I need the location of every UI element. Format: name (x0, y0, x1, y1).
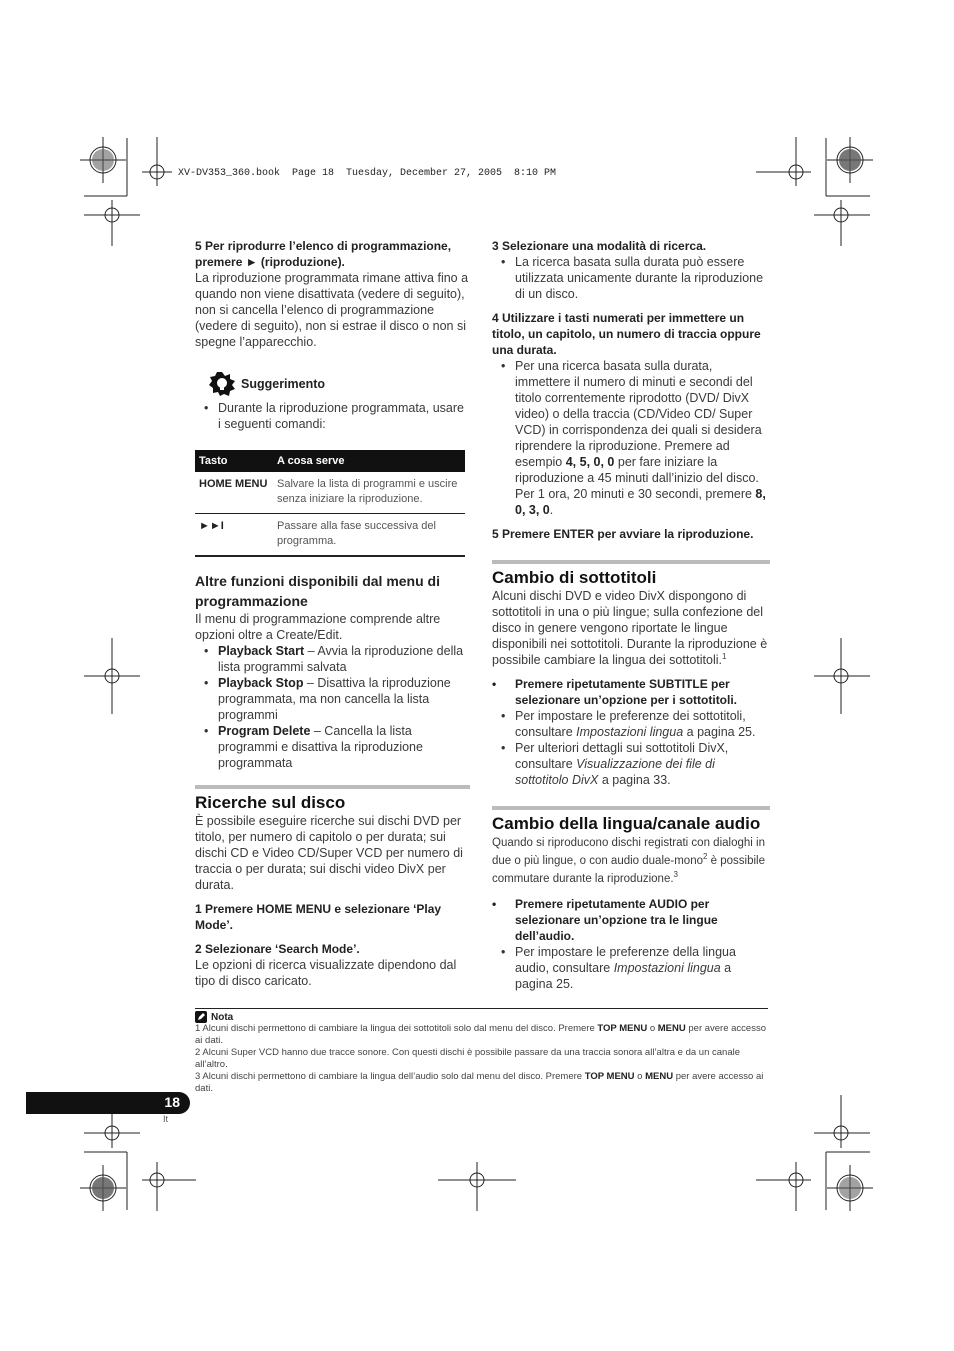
subtitle-body (492, 588, 770, 668)
list-item (195, 643, 470, 675)
list-item: • La ricerca basata sulla durata può essere utilizzata unicamente durante la riproduzione di un disco. (492, 254, 770, 302)
audio-list (492, 944, 770, 992)
other-functions-title: Altre funzioni disponibili dal menu di programmazione (195, 573, 440, 609)
page-number: 18 (164, 1094, 180, 1110)
key-label: MENU (657, 1023, 686, 1034)
text-run: . (549, 503, 554, 517)
cross-reference: Impostazioni lingua (576, 725, 684, 739)
text-run: per avere accesso ai dati. (195, 1071, 764, 1094)
footnote-ref: 2 (703, 852, 708, 862)
text-run: per fare iniziare la riproduzione a 45 minuti dall’inizio del disco. Per 1 ora, 20 minuti e 30 secondi, premere (515, 455, 759, 501)
search-step-2-body: Le opzioni di ricerca visualizzate dipendono dal tipo di disco caricato. (195, 958, 457, 988)
text-run: Per una ricerca basata sulla durata, immettere il numero di minuti e secondi del titolo correntemente riprodotto (DVD/ DivX video) o della traccia (CD/Video CD/ Super VCD) in corrispondenza dei quali si desidera riprendere la riproduzione. Premere ad esempio (515, 359, 762, 469)
subtitle-section-title: Cambio di sottotitoli (492, 560, 770, 588)
cross-reference: Visualizzazione dei file di sottotitolo DivX (515, 757, 715, 787)
text-run: 3 Alcuni dischi permettono di cambiare la lingua dell’audio solo dal menu del disco. Premere (195, 1071, 585, 1082)
list-item (492, 358, 770, 518)
text-run: Premere ripetutamente SUBTITLE per selezionare un’opzione per i sottotitoli. (515, 677, 738, 707)
text-run: Premere ripetutamente AUDIO per selezionare un’opzione tra le lingue dell’audio. (515, 897, 718, 943)
step-4-list (492, 358, 770, 518)
list-item-term: Playback Stop (218, 676, 304, 690)
list-item (195, 675, 470, 723)
text-run: a pagina 25. (515, 961, 732, 991)
notes-title: Nota (211, 1011, 234, 1023)
search-section-title: Ricerche sul disco (195, 785, 470, 813)
tip-bullet: • Durante la riproduzione programmata, usare i seguenti comandi: (195, 400, 470, 432)
list-item (195, 723, 470, 771)
other-functions-list (195, 643, 470, 771)
search-step-2: 2 Selezionare ‘Search Mode’. (195, 942, 360, 956)
text-run: Per impostare le preferenze della lingua audio, consultare (515, 945, 736, 975)
text-run: a pagina 25. (683, 725, 756, 739)
subtitle-step: • Premere ripetutamente SUBTITLE per selezionare un’opzione per i sottotitoli. (492, 677, 738, 707)
text-run: 1 Alcuni dischi permettono di cambiare la lingua dei sottotitoli solo dal menu del disco. Premere (195, 1023, 598, 1034)
footnote-ref: 1 (722, 651, 727, 661)
notes-header (195, 1011, 768, 1023)
text-run: Alcuni dischi DVD e video DivX dispongono di sottotitoli in una o più lingue; sulla confezione del disco in genere vengono riportate le lingue disponibili nei sottotitoli. Durante la riproduzione è possibile cambiare la lingua dei sottotitoli. (492, 589, 768, 667)
table-row (195, 514, 465, 557)
audio-step: • Premere ripetutamente AUDIO per selezionare un’opzione tra le lingue dell’audio. (492, 897, 718, 943)
list-item-term: Playback Start (218, 644, 305, 658)
footnote-ref: 3 (673, 870, 678, 880)
print-header: XV-DV353_360.book Page 18 Tuesday, December 27, 2005 8:10 PM (178, 168, 557, 179)
search-body: È possibile eseguire ricerche sui dischi DVD per titolo, per numero di capitolo o per durata; sui dischi CD e Video CD/Super VCD per numero di traccia o per durata; sui dischi video DivX per durata. (195, 814, 463, 892)
cross-reference: Impostazioni lingua (613, 961, 721, 975)
footnote-3 (195, 1071, 768, 1095)
tip-title: Suggerimento (241, 377, 326, 391)
footnote-1 (195, 1023, 768, 1047)
key-label: TOP MENU (597, 1023, 648, 1034)
table-header-key: Tasto (195, 450, 273, 472)
text-run: è possibile commutare durante la riproduzione. (492, 855, 765, 885)
key-label: TOP MENU (584, 1071, 635, 1082)
left-column (195, 238, 470, 989)
step-4-title: 4 Utilizzare i tasti numerati per immettere un titolo, un capitolo, un numero di traccia oppure una durata. (492, 311, 761, 357)
next-key-icon: ►►I (195, 514, 273, 557)
commands-table (195, 450, 465, 557)
text-run: o (647, 1023, 658, 1034)
list-item-desc: – Avvia la riproduzione della lista programmi salvata (218, 644, 464, 674)
text-run: o (634, 1071, 646, 1082)
step-5-title: 5 Per riprodurre l’elenco di programmazione, premere ► (riproduzione). (195, 239, 452, 269)
subtitle-list (492, 708, 770, 788)
step-3-title: 3 Selezionare una modalità di ricerca. (492, 239, 707, 253)
table-cell-value: Salvare la lista di programmi e uscire senza iniziare la riproduzione. (273, 472, 465, 514)
pencil-note-icon (195, 1011, 207, 1023)
text-run: Quando si riproducono dischi registrati con dialoghi in due o più lingue, o con audio duale-mono (492, 837, 765, 867)
page-number-badge (26, 1092, 190, 1114)
step-5-body: La riproduzione programmata rimane attiva fino a quando non viene disattivata (vedere di seguito), non si cancella l’elenco di programmazione (vedere di seguito), non si estrae il disco o non si spegne l’apparecchio. (195, 271, 469, 349)
text-run: Per impostare le preferenze dei sottotitoli, consultare (515, 709, 746, 739)
footnote-2: 2 Alcuni Super VCD hanno due tracce sonore. Con questi dischi è possibile passare da una traccia sonora all’altra e da un canale all’altro. (195, 1047, 740, 1070)
tip-header (209, 372, 470, 396)
list-item-desc: – Cancella la lista programmi e disattiva la riproduzione programmata (218, 724, 423, 770)
key-label: MENU (645, 1071, 674, 1082)
table-cell-key: HOME MENU (195, 472, 273, 514)
language-code: It (163, 1114, 169, 1124)
text-run: Per ulteriori dettagli sui sottotitoli DivX, consultare (515, 741, 729, 771)
list-item (492, 944, 770, 992)
list-item-term: Program Delete (218, 724, 311, 738)
list-item (492, 740, 770, 788)
tip-list (195, 400, 470, 432)
notes-section (195, 1008, 768, 1095)
step-3-list (492, 254, 770, 302)
lightbulb-icon (209, 372, 235, 396)
step-5-title: 5 Premere ENTER per avviare la riproduzione. (492, 527, 754, 541)
right-column (492, 238, 770, 992)
key-sequence: 4, 5, 0, 0 (565, 455, 615, 469)
registration-target-icon (90, 147, 116, 173)
text-run: per avere accesso ai dati. (195, 1023, 766, 1046)
table-cell-value: Passare alla fase successiva del programma. (273, 514, 465, 557)
audio-section-title: Cambio della lingua/canale audio (492, 806, 770, 834)
other-functions-intro: Il menu di programmazione comprende altre opzioni oltre a Create/Edit. (195, 612, 441, 642)
table-row (195, 472, 465, 514)
search-step-1: 1 Premere HOME MENU e selezionare ‘Play Mode’. (195, 902, 442, 932)
text-run: a pagina 33. (598, 773, 671, 787)
table-header-purpose: A cosa serve (273, 450, 465, 472)
list-item-desc: – Disattiva la riproduzione programmata, ma non cancella la lista programmi (218, 676, 451, 722)
key-sequence: 8, 0, 3, 0 (515, 487, 766, 517)
audio-body (492, 834, 770, 888)
list-item (492, 708, 770, 740)
